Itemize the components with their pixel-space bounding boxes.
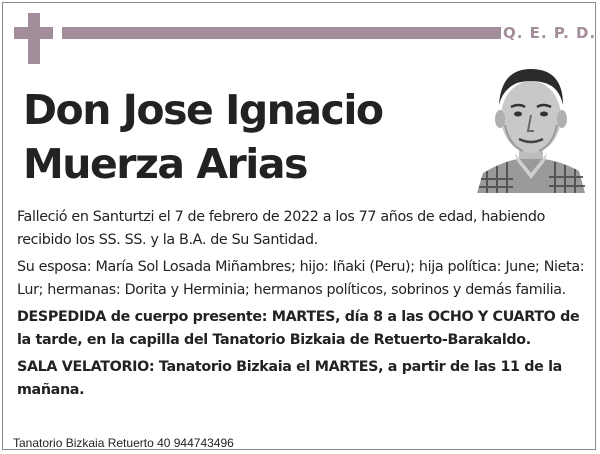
obituary-body <box>17 206 591 406</box>
header-rule <box>62 27 501 39</box>
portrait-photo <box>473 61 589 193</box>
cross-icon-arm <box>14 27 53 39</box>
deceased-name-line-1: Don Jose Ignacio <box>23 86 383 134</box>
wake-paragraph: SALA VELATORIO: Tanatorio Bizkaia el MARTES, a partir de las 11 de la mañana. <box>17 359 562 398</box>
farewell-paragraph: DESPEDIDA de cuerpo presente: MARTES, día 8 a las OCHO Y CUARTO de la tarde, en la capilla del Tanatorio Bizkaia de Retuerto-Barakaldo. <box>17 309 580 348</box>
deceased-name-line-2: Muerza Arias <box>23 140 307 188</box>
obituary-card <box>2 2 596 450</box>
funeral-home-footer: Tanatorio Bizkaia Retuerto 40 944743496 <box>13 436 234 450</box>
death-notice-paragraph: Falleció en Santurtzi el 7 de febrero de 2022 a los 77 años de edad, habiendo recibido los SS. SS. y la B.A. de Su Santidad. <box>17 209 545 248</box>
qepd-badge: Q. E. P. D. <box>503 24 597 42</box>
family-paragraph: Su esposa: María Sol Losada Miñambres; hijo: Iñaki (Peru); hija política: June; Nieta: Lur; hermanas: Dorita y Herminia; hermanos políticos, sobrinos y demás familia. <box>17 259 585 298</box>
deceased-name <box>23 83 473 191</box>
